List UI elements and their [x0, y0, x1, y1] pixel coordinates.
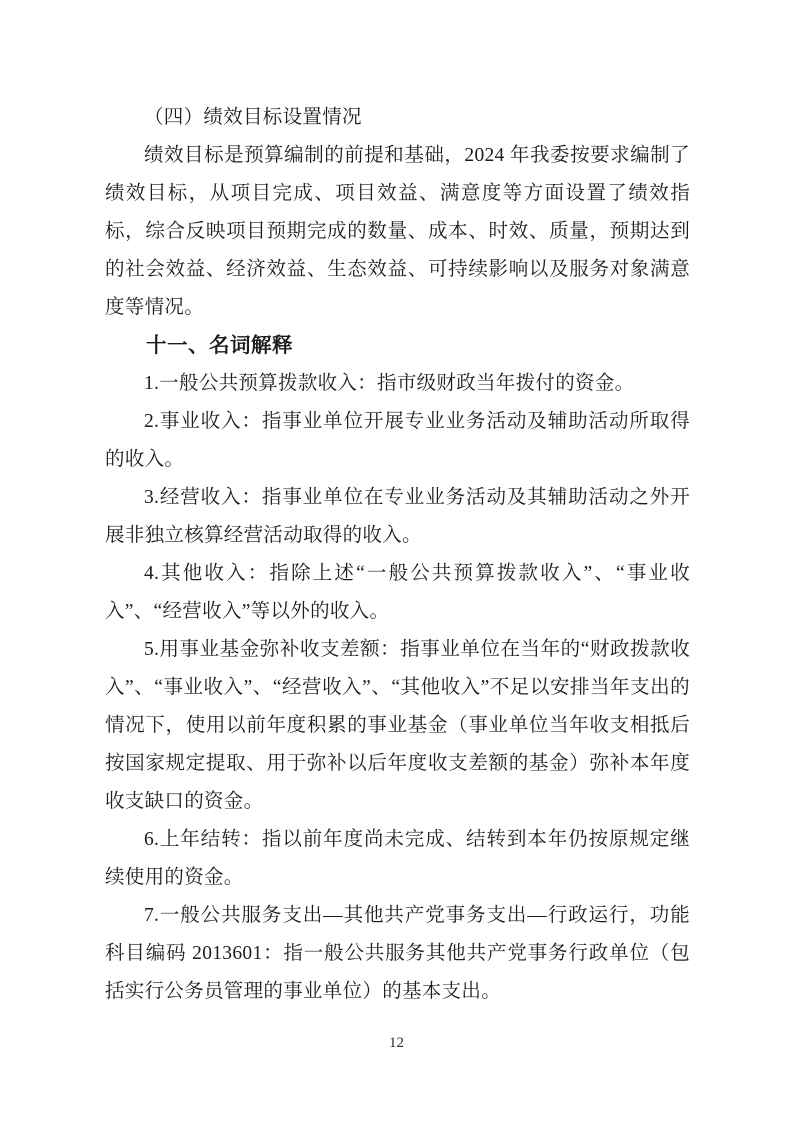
document-body: [105, 99, 690, 1011]
section-subheading: （四）绩效目标设置情况: [144, 107, 362, 128]
paragraph: 4.其他收入：指除上述“一般公共预算拨款收入”、“事业收入”、“经营收入”等以外的收入。: [105, 563, 690, 622]
paragraph: 绩效目标是预算编制的前提和基础，2024 年我委按要求编制了绩效目标，从项目完成、项目效益、满意度等方面设置了绩效指标，综合反映项目预期完成的数量、成本、时效、质量，预期达到的社会效益、经济效益、生态效益、可持续影响以及服务对象满意度等情况。: [105, 145, 690, 318]
paragraph: 7.一般公共服务支出—其他共产党事务支出—行政运行，功能科目编码 2013601：指一般公共服务其他共产党事务行政单位（包括实行公务员管理的事业单位）的基本支出。: [105, 905, 690, 1002]
section-heading: 十一、名词解释: [146, 334, 293, 357]
paragraph: 2.事业收入：指事业单位开展专业业务活动及辅助活动所取得的收入。: [105, 411, 690, 470]
paragraph: 3.经营收入：指事业单位在专业业务活动及其辅助活动之外开展非独立核算经营活动取得的收入。: [105, 487, 690, 546]
paragraph: 6.上年结转：指以前年度尚未完成、结转到本年仍按原规定继续使用的资金。: [105, 829, 690, 888]
paragraph: 5.用事业基金弥补收支差额：指事业单位在当年的“财政拨款收入”、“事业收入”、“经营收入”、“其他收入”不足以安排当年支出的情况下，使用以前年度积累的事业基金（事业单位当年收支相抵后按国家规定提取、用于弥补以后年度收支差额的基金）弥补本年度收支缺口的资金。: [105, 639, 690, 812]
page-number: 12: [389, 1035, 404, 1051]
paragraph: 1.一般公共预算拨款收入：指市级财政当年拨付的资金。: [144, 373, 635, 394]
